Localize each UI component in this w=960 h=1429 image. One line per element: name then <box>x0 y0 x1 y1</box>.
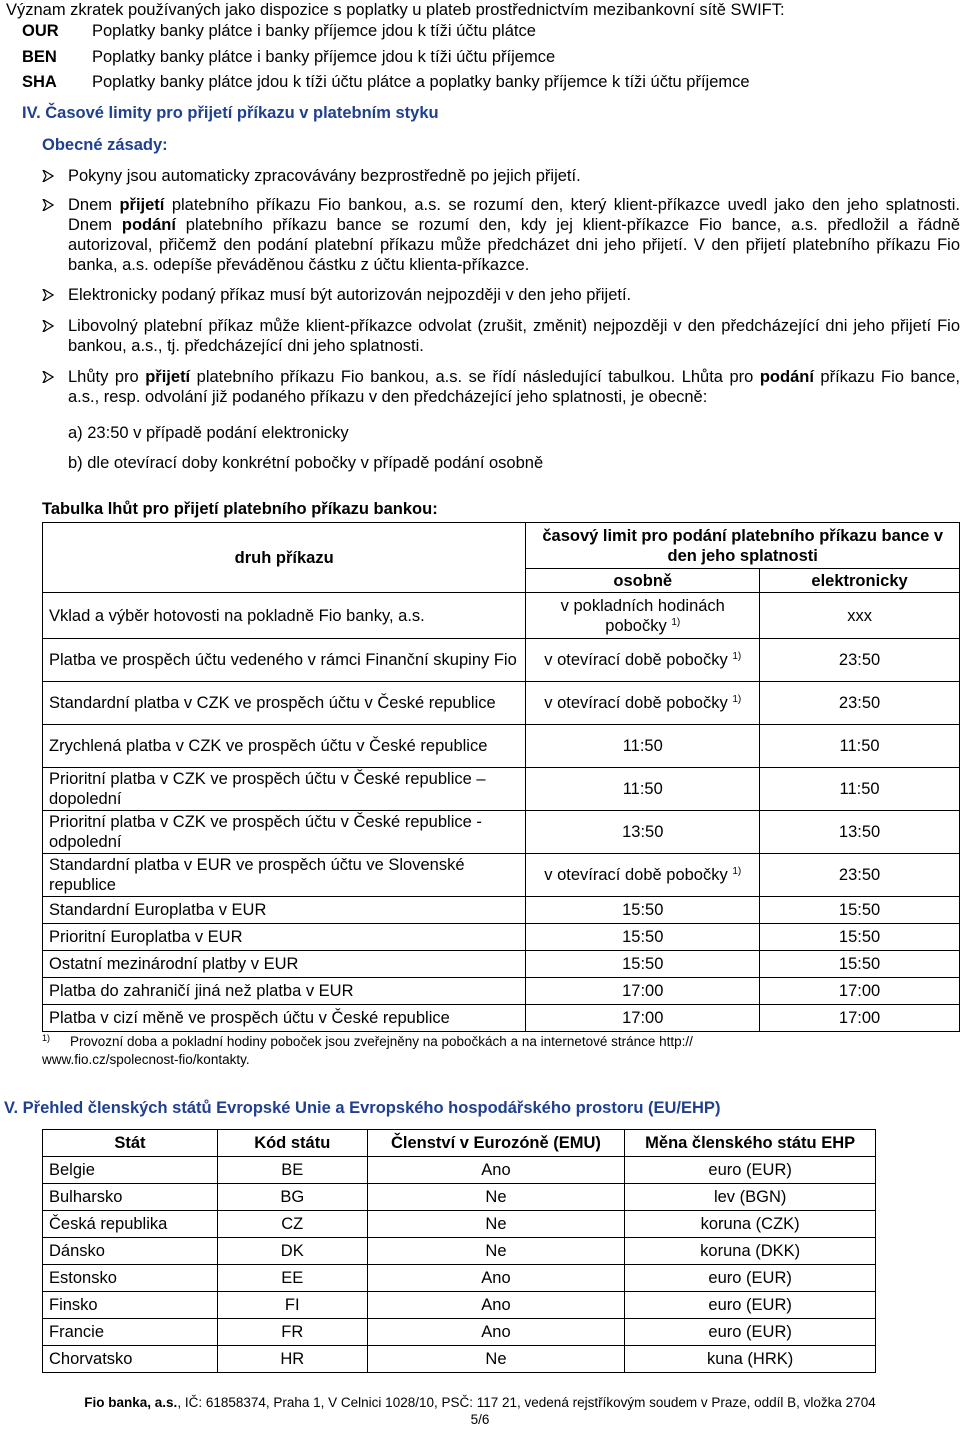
cell-personal-text: 15:50 <box>622 955 664 973</box>
eu-header-cell: Kód státu <box>217 1130 367 1157</box>
eu-table-header-row <box>43 1130 876 1157</box>
bullet-item <box>42 195 960 275</box>
cell-personal-text: v otevírací době pobočky <box>544 694 728 712</box>
cell-personal <box>526 978 760 1005</box>
table-row <box>43 854 960 897</box>
eu-cell: Ano <box>367 1319 625 1346</box>
cell-electronic <box>760 811 960 854</box>
cell-order-type <box>43 768 526 811</box>
cell-order-type-text: Standardní Europlatba v EUR <box>49 901 267 919</box>
cell-personal-text: 11:50 <box>622 780 663 798</box>
eu-cell: CZ <box>217 1211 367 1238</box>
cell-personal-text: 17:00 <box>622 982 664 1000</box>
bullet-bold: podání <box>759 368 814 386</box>
bullet-list <box>42 166 960 407</box>
cell-personal-text: 13:50 <box>622 823 664 841</box>
cell-personal <box>526 593 760 639</box>
eu-cell: euro (EUR) <box>625 1157 876 1184</box>
eu-header-cell: Členství v Eurozóně (EMU) <box>367 1130 625 1157</box>
cell-electronic <box>760 593 960 639</box>
cell-electronic <box>760 768 960 811</box>
cell-personal <box>526 1005 760 1032</box>
arrow-bullet-icon <box>42 285 56 305</box>
section-v-title: V. Přehled členských států Evropské Unie a Evropského hospodářského prostoru (EU/EHP) <box>4 1099 721 1117</box>
header-order-type: druh příkazu <box>43 523 526 593</box>
bullet-text: Lhůty pro <box>68 368 146 386</box>
arrow-bullet-icon <box>42 316 56 336</box>
cell-order-type <box>43 639 526 682</box>
general-principles-heading: Obecné zásady: <box>42 136 168 154</box>
footnote-mark: 1) <box>42 1033 51 1043</box>
header-personal: osobně <box>526 569 760 593</box>
eu-cell: HR <box>217 1346 367 1373</box>
cell-electronic-text: 23:50 <box>838 866 881 884</box>
eu-cell: FI <box>217 1292 367 1319</box>
eu-cell: BG <box>217 1184 367 1211</box>
footer-details: , IČ: 61858374, Praha 1, V Celnici 1028/10, PSČ: 117 21, vedená rejstříkovým soudem v Praze, oddíl B, vložka 2704 <box>177 1395 876 1410</box>
cell-order-type <box>43 978 526 1005</box>
arrow-bullet-icon <box>42 166 56 186</box>
eu-cell: euro (EUR) <box>625 1292 876 1319</box>
eu-cell: EE <box>217 1265 367 1292</box>
eu-cell: Chorvatsko <box>43 1346 218 1373</box>
eu-cell: Dánsko <box>43 1238 218 1265</box>
table-row <box>43 1005 960 1032</box>
eu-table-row <box>43 1319 876 1346</box>
cell-personal <box>526 924 760 951</box>
code-label: BEN <box>22 48 57 66</box>
table-row <box>43 768 960 811</box>
cell-personal-text: v otevírací době pobočky <box>544 866 728 884</box>
cell-electronic-text: 15:50 <box>838 901 881 919</box>
cell-order-type-text: Platba ve prospěch účtu vedeného v rámci Finanční skupiny Fio <box>49 651 517 669</box>
cell-order-type-text: Platba do zahraničí jiná než platba v EUR <box>49 982 354 1000</box>
cell-order-type <box>43 593 526 639</box>
bullet-item <box>42 316 960 356</box>
swift-intro: Význam zkratek používaných jako dispozice s poplatky u plateb prostřednictvím mezibankovní sítě SWIFT: <box>6 1 785 19</box>
code-desc: Poplatky banky plátce jdou k tíži účtu plátce a poplatky banky příjemce k tíži účtu příjemce <box>92 73 750 91</box>
eu-cell: Ano <box>367 1265 625 1292</box>
code-desc: Poplatky banky plátce i banky příjemce jdou k tíži účtu plátce <box>92 22 536 40</box>
cell-order-type <box>43 924 526 951</box>
cell-personal-text: 17:00 <box>622 1009 664 1027</box>
sub-item-a: a) 23:50 v případě podání elektronicky <box>68 424 349 442</box>
section-iv-title: IV. Časové limity pro přijetí příkazu v platebním styku <box>22 104 439 122</box>
eu-cell: Ne <box>367 1346 625 1373</box>
table-row <box>43 951 960 978</box>
cell-order-type-text: Standardní platba v EUR ve prospěch účtu ve Slovenské republice <box>49 856 465 894</box>
cell-order-type-text: Prioritní Europlatba v EUR <box>49 928 243 946</box>
cell-personal <box>526 639 760 682</box>
cell-personal <box>526 897 760 924</box>
eu-cell: BE <box>217 1157 367 1184</box>
eu-cell: kuna (HRK) <box>625 1346 876 1373</box>
eu-cell: Ano <box>367 1157 625 1184</box>
bullet-bold: přijetí <box>145 368 191 386</box>
footnote <box>42 1029 802 1069</box>
bullet-item <box>42 285 960 305</box>
cell-electronic-text: 11:50 <box>839 780 880 798</box>
eu-cell: FR <box>217 1319 367 1346</box>
limits-table-body <box>43 593 960 1032</box>
limits-table <box>42 522 960 1032</box>
cell-order-type-text: Prioritní platba v CZK ve prospěch účtu v České republice - odpolední <box>49 813 482 851</box>
eu-cell: Belgie <box>43 1157 218 1184</box>
table-row <box>43 811 960 854</box>
table-row <box>43 978 960 1005</box>
footnote-ref: 1) <box>732 651 742 662</box>
cell-electronic <box>760 924 960 951</box>
cell-electronic <box>760 951 960 978</box>
cell-order-type-text: Standardní platba v CZK ve prospěch účtu v České republice <box>49 694 496 712</box>
eu-cell: Ano <box>367 1292 625 1319</box>
eu-cell: euro (EUR) <box>625 1319 876 1346</box>
cell-electronic-text: 17:00 <box>838 982 881 1000</box>
footer-company-line <box>0 1394 960 1411</box>
cell-order-type <box>43 682 526 725</box>
cell-personal-text: v otevírací době pobočky <box>544 651 728 669</box>
bullet-item <box>42 166 960 186</box>
cell-order-type <box>43 725 526 768</box>
cell-electronic <box>760 639 960 682</box>
bullet-bold: přijetí <box>119 196 165 214</box>
cell-electronic-text: xxx <box>847 606 872 625</box>
cell-personal <box>526 811 760 854</box>
header-electronic: elektronicky <box>760 569 960 593</box>
cell-electronic <box>760 854 960 897</box>
table-row <box>43 897 960 924</box>
arrow-bullet-icon <box>42 367 56 387</box>
cell-electronic-text: 15:50 <box>838 928 881 946</box>
eu-cell: koruna (DKK) <box>625 1238 876 1265</box>
cell-order-type <box>43 811 526 854</box>
eu-cell: lev (BGN) <box>625 1184 876 1211</box>
footnote-ref: 1) <box>732 866 742 877</box>
cell-electronic-text: 13:50 <box>838 823 881 841</box>
bullet-text: Elektronicky podaný příkaz musí být autorizován nejpozději v den jeho přijetí. <box>68 286 632 304</box>
cell-order-type <box>43 951 526 978</box>
cell-order-type-text: Platba v cizí měně ve prospěch účtu v České republice <box>49 1009 450 1027</box>
bullet-text: platebního příkazu bance se rozumí den, kdy jej klient-příkazce Fio bance, a.s. předložil a řádně autorizoval, přičemž den podání platební příkazu může předcházet dni jeho přijetí. V den přijetí platebního příkazu Fio banka, a.s. odepíše převáděnou částku z účtu klienta-příkazce. <box>68 216 960 274</box>
cell-order-type <box>43 1005 526 1032</box>
eu-cell: Ne <box>367 1238 625 1265</box>
code-label: SHA <box>22 73 57 91</box>
bullet-text: platebního příkazu Fio bankou, a.s. se rozumí den, který klient-příkazce uvedl jako den jeho splatnosti. Dnem <box>68 196 960 234</box>
cell-electronic <box>760 725 960 768</box>
cell-personal <box>526 768 760 811</box>
table-row <box>43 639 960 682</box>
sub-item-b: b) dle otevírací doby konkrétní pobočky v případě podání osobně <box>68 454 544 472</box>
limits-table-title: Tabulka lhůt pro přijetí platebního příkazu bankou: <box>42 500 438 518</box>
cell-order-type-text: Ostatní mezinárodní platby v EUR <box>49 955 299 973</box>
footer-company: Fio banka, a.s. <box>84 1395 178 1410</box>
footnote-ref: 1) <box>671 616 681 628</box>
cell-electronic <box>760 682 960 725</box>
cell-personal-text: 11:50 <box>622 737 663 755</box>
footnote-text: Provozní doba a pokladní hodiny poboček jsou zveřejněny na pobočkách a na internetové stránce http:// www.fio.cz/spolecnost-fio/kontakty. <box>42 1034 693 1067</box>
cell-electronic-text: 17:00 <box>838 1009 881 1027</box>
eu-table-body <box>43 1157 876 1373</box>
eu-cell: euro (EUR) <box>625 1265 876 1292</box>
footnote-ref: 1) <box>732 694 742 705</box>
bullet-text: Libovolný platební příkaz může klient-příkazce odvolat (zrušit, změnit) nejpozději v den předcházející dni jeho přijetí Fio bankou, a.s., tj. předcházející dni jeho splatnosti. <box>68 317 960 355</box>
eu-cell: Francie <box>43 1319 218 1346</box>
cell-order-type-text: Zrychlená platba v CZK ve prospěch účtu v České republice <box>49 737 488 755</box>
bullet-text: příkazu Fio bance, a.s., resp. odvolání již podaného příkazu v den předcházející jeho splatnosti, je obecně: <box>68 368 960 406</box>
code-desc: Poplatky banky plátce i banky příjemce jdou k tíži účtu příjemce <box>92 48 556 66</box>
cell-electronic <box>760 897 960 924</box>
eu-table-row <box>43 1238 876 1265</box>
cell-order-type-text: Prioritní platba v CZK ve prospěch účtu v České republice – dopolední <box>49 770 486 808</box>
table-row <box>43 725 960 768</box>
cell-order-type <box>43 854 526 897</box>
eu-cell: Bulharsko <box>43 1184 218 1211</box>
code-label: OUR <box>22 22 59 40</box>
eu-cell: Ne <box>367 1184 625 1211</box>
cell-personal-text: 15:50 <box>622 901 664 919</box>
cell-electronic <box>760 978 960 1005</box>
eu-header-cell: Stát <box>43 1130 218 1157</box>
eu-table-row <box>43 1157 876 1184</box>
eu-cell: Finsko <box>43 1292 218 1319</box>
eu-states-table <box>42 1129 876 1373</box>
page-footer <box>0 1394 960 1428</box>
cell-personal <box>526 682 760 725</box>
cell-electronic-text: 11:50 <box>839 737 880 755</box>
arrow-bullet-icon <box>42 195 56 215</box>
bullet-item <box>42 367 960 407</box>
cell-electronic-text: 15:50 <box>838 955 881 973</box>
eu-header-cell: Měna členského státu EHP <box>625 1130 876 1157</box>
eu-table-row <box>43 1211 876 1238</box>
eu-cell: DK <box>217 1238 367 1265</box>
cell-order-type <box>43 897 526 924</box>
header-time-limit: časový limit pro podání platebního příkazu bance v den jeho splatnosti <box>526 523 960 569</box>
eu-table-row <box>43 1346 876 1373</box>
cell-personal-text: v pokladních hodinách pobočky <box>560 596 725 635</box>
eu-table-row <box>43 1184 876 1211</box>
cell-personal <box>526 854 760 897</box>
cell-electronic-text: 23:50 <box>838 651 881 669</box>
bullet-text: Dnem <box>68 196 120 214</box>
cell-personal <box>526 951 760 978</box>
table-header-row <box>43 523 960 569</box>
eu-cell: Česká republika <box>43 1211 218 1238</box>
bullet-bold: podání <box>121 216 176 234</box>
cell-order-type-text: Vklad a výběr hotovosti na pokladně Fio banky, a.s. <box>49 606 425 625</box>
table-row <box>43 682 960 725</box>
bullet-text: Pokyny jsou automaticky zpracovávány bezprostředně po jejich přijetí. <box>68 167 581 185</box>
cell-electronic-text: 23:50 <box>838 694 881 712</box>
cell-personal-text: 15:50 <box>622 928 664 946</box>
page-number: 5/6 <box>470 1412 490 1427</box>
eu-cell: Estonsko <box>43 1265 218 1292</box>
eu-table-row <box>43 1292 876 1319</box>
eu-table-row <box>43 1265 876 1292</box>
eu-cell: koruna (CZK) <box>625 1211 876 1238</box>
eu-cell: Ne <box>367 1211 625 1238</box>
table-row <box>43 593 960 639</box>
table-row <box>43 924 960 951</box>
cell-personal <box>526 725 760 768</box>
cell-electronic <box>760 1005 960 1032</box>
bullet-text: platebního příkazu Fio bankou, a.s. se řídí následující tabulkou. Lhůta pro <box>190 368 760 386</box>
